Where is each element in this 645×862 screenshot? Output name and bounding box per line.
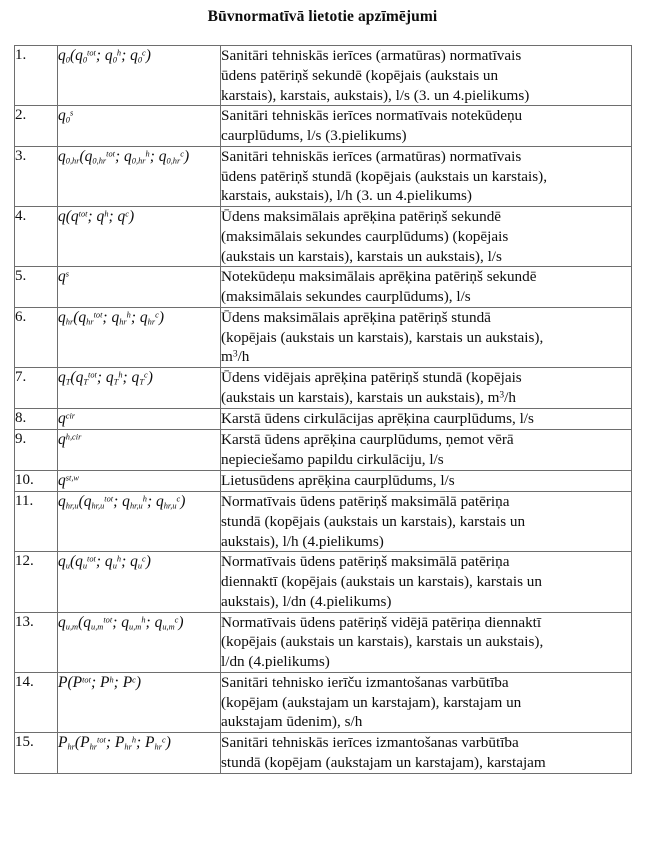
row-number: 5. [15,267,58,308]
notation-symbol [58,552,221,612]
description-line: aukstajam ūdenim), s/h [221,713,363,731]
notation-description [221,492,632,552]
description-line: caurplūdums, l/s (3.pielikums) [221,127,407,144]
notation-description [221,612,632,672]
description-line: diennaktī (kopējais (aukstais un karstais), karstais un [221,573,542,590]
description-line: Karstā ūdens cirkulācijas aprēķina caurplūdums, l/s [221,409,534,427]
description-line: (aukstais un karstais), karstais un aukstais), $m^3/h$ [221,388,516,406]
notation-symbol [58,733,221,774]
page-title: Būvnormatīvā lietotie apzīmējumi [207,8,438,25]
notation-description [221,672,632,732]
notation-symbol [58,492,221,552]
symbol-formula: $q(q^{tot}$; $q^h$; $q^c$) [58,207,135,226]
description-line: Sanitāri tehniskās ierīces (armatūras) normatīvais [221,47,522,64]
notation-description [221,267,632,308]
table-row [15,307,632,367]
description-line: (aukstais un karstais), karstais un aukstais), l/s [221,247,502,265]
description-line: $m^3/h$ [221,348,250,366]
description-line: (maksimālais sekundes caurplūdums), l/s [221,288,471,305]
description-line: Ūdens maksimālais aprēķina patēriņš stundā [221,308,491,326]
row-number: 13. [15,612,58,672]
row-number: 15. [15,733,58,774]
symbol-formula: $q_{u,m}(q_{u,m}^{tot}$; $q_{u,m}^h$; $q_{u,m}^c$) [58,613,184,632]
notation-description [221,46,632,106]
description-line: Sanitāri tehniskās ierīces normatīvais notekūdeņu [221,107,523,125]
description-line: (kopējam (aukstajam un karstajam), karstajam un [221,693,522,711]
description-line: Karstā ūdens aprēķina caurplūdums, ņemot vērā [221,431,514,448]
symbol-formula: $q^{cir}$ [58,409,76,427]
description-line: Ūdens vidējais aprēķina patēriņš stundā (kopējais [221,369,522,386]
table-row [15,368,632,409]
notation-table-container [14,45,632,774]
description-line: stundā (kopējais (aukstais un karstais), karstais un [221,512,526,530]
description-line: l/dn (4.pielikums) [221,653,330,670]
symbol-formula: $q_u(q_u^{tot}$; $q_u^h$; $q_u^c$) [58,553,151,571]
notation-description [221,106,632,147]
table-row [15,672,632,732]
description-line: (maksimālais sekundes caurplūdums) (kopējais [221,227,509,245]
table-row [15,470,632,492]
description-line: (kopējais (aukstais un karstais), karstais un aukstais), [221,328,544,346]
notation-description [221,552,632,612]
symbol-formula: $P(P^{tot}$; $P^h$; $P^c$) [58,673,142,691]
table-row [15,146,632,206]
description-line: Normatīvais ūdens patēriņš maksimālā patēriņa [221,493,510,510]
table-row [15,492,632,552]
row-number: 2. [15,106,58,147]
table-row [15,207,632,267]
notation-symbol [58,207,221,267]
notation-symbol [58,46,221,106]
table-row [15,552,632,612]
description-line: karstais, aukstais), l/h (3. un 4.pielikums) [221,187,472,205]
table-row [15,267,632,308]
description-line: stundā (kopējam (aukstajam un karstajam), karstajam [221,753,546,771]
description-line: aukstais), l/dn (4.pielikums) [221,592,392,610]
symbol-formula: $q_{0,hr}(q_{0,hr}^{tot}$; $q_{0,hr}^h$; $q_{0,hr}^c$) [58,147,190,166]
symbol-formula: $P_{hr}(P_{hr}^{tot}$; $P_{hr}^h$; $P_{hr}^c$) [58,733,171,752]
notation-symbol [58,368,221,409]
symbol-formula: $q_0^s$ [58,107,74,125]
table-row [15,106,632,147]
table-row [15,733,632,774]
description-line: nepieciešamo papildu cirkulāciju, l/s [221,450,444,468]
notation-description [221,307,632,367]
row-number: 9. [15,430,58,471]
notation-description [221,470,632,492]
row-number: 3. [15,146,58,206]
notation-symbol [58,470,221,492]
notation-symbol [58,612,221,672]
notation-description [221,368,632,409]
table-row [15,408,632,430]
notation-symbol [58,408,221,430]
description-line: (kopējais (aukstais un karstais), karstais un aukstais), [221,633,544,651]
table-row [15,46,632,106]
notation-symbol [58,672,221,732]
description-line: Sanitāri tehniskās ierīces (armatūras) normatīvais [221,147,522,165]
row-number: 12. [15,552,58,612]
row-number: 1. [15,46,58,106]
description-line: Sanitāri tehniskās ierīces izmantošanas varbūtība [221,734,519,751]
description-line: Ūdens maksimālais aprēķina patēriņš sekundē [221,208,502,225]
description-line: aukstais), l/h (4.pielikums) [221,532,384,550]
notation-symbol [58,106,221,147]
notation-symbol [58,146,221,206]
symbol-formula: $q^{st,w}$ [58,471,80,489]
notation-description [221,207,632,267]
notation-description [221,146,632,206]
notation-description [221,430,632,471]
notation-table [14,45,632,774]
row-number: 8. [15,408,58,430]
symbol-formula: $q_T(q_T^{tot}$; $q_T^h$; $q_T^c$) [58,368,153,387]
row-number: 14. [15,672,58,732]
description-line: karstais), karstais, aukstais), l/s (3. un 4.pielikums) [221,86,530,104]
notation-description [221,408,632,430]
notation-description [221,733,632,774]
notation-symbol [58,307,221,367]
symbol-formula: $q_0(q_0^{tot}$; $q_0^h$; $q_0^c$) [58,46,151,65]
description-line: Normatīvais ūdens patēriņš vidējā patēriņa diennaktī [221,613,542,631]
description-line: Normatīvais ūdens patēriņš maksimālā patēriņa [221,553,510,571]
description-line: ūdens patēriņš sekundē (kopējais (aukstais un [221,66,499,84]
symbol-formula: $q_{hr,u}(q_{hr,u}^{tot}$; $q_{hr,u}^h$; $q_{hr,u}^c$) [58,492,186,511]
row-number: 10. [15,470,58,492]
row-number: 4. [15,207,58,267]
row-number: 6. [15,307,58,367]
table-row [15,430,632,471]
description-line: Lietusūdens aprēķina caurplūdums, l/s [221,471,455,489]
row-number: 11. [15,492,58,552]
description-line: Sanitāri tehnisko ierīču izmantošanas varbūtība [221,673,509,691]
symbol-formula: $q^{h,cir}$ [58,430,82,449]
description-line: Notekūdeņu maksimālais aprēķina patēriņš sekundē [221,268,537,286]
symbol-formula: $q^s$ [58,268,70,286]
symbol-formula: $q_{hr}(q_{hr}^{tot}$; $q_{hr}^h$; $q_{hr}^c$) [58,308,164,327]
notation-table-body [15,46,632,774]
description-line: ūdens patēriņš stundā (kopējais (aukstais un karstais), [221,167,548,185]
notation-symbol [58,267,221,308]
notation-symbol [58,430,221,471]
table-row [15,612,632,672]
row-number: 7. [15,368,58,409]
